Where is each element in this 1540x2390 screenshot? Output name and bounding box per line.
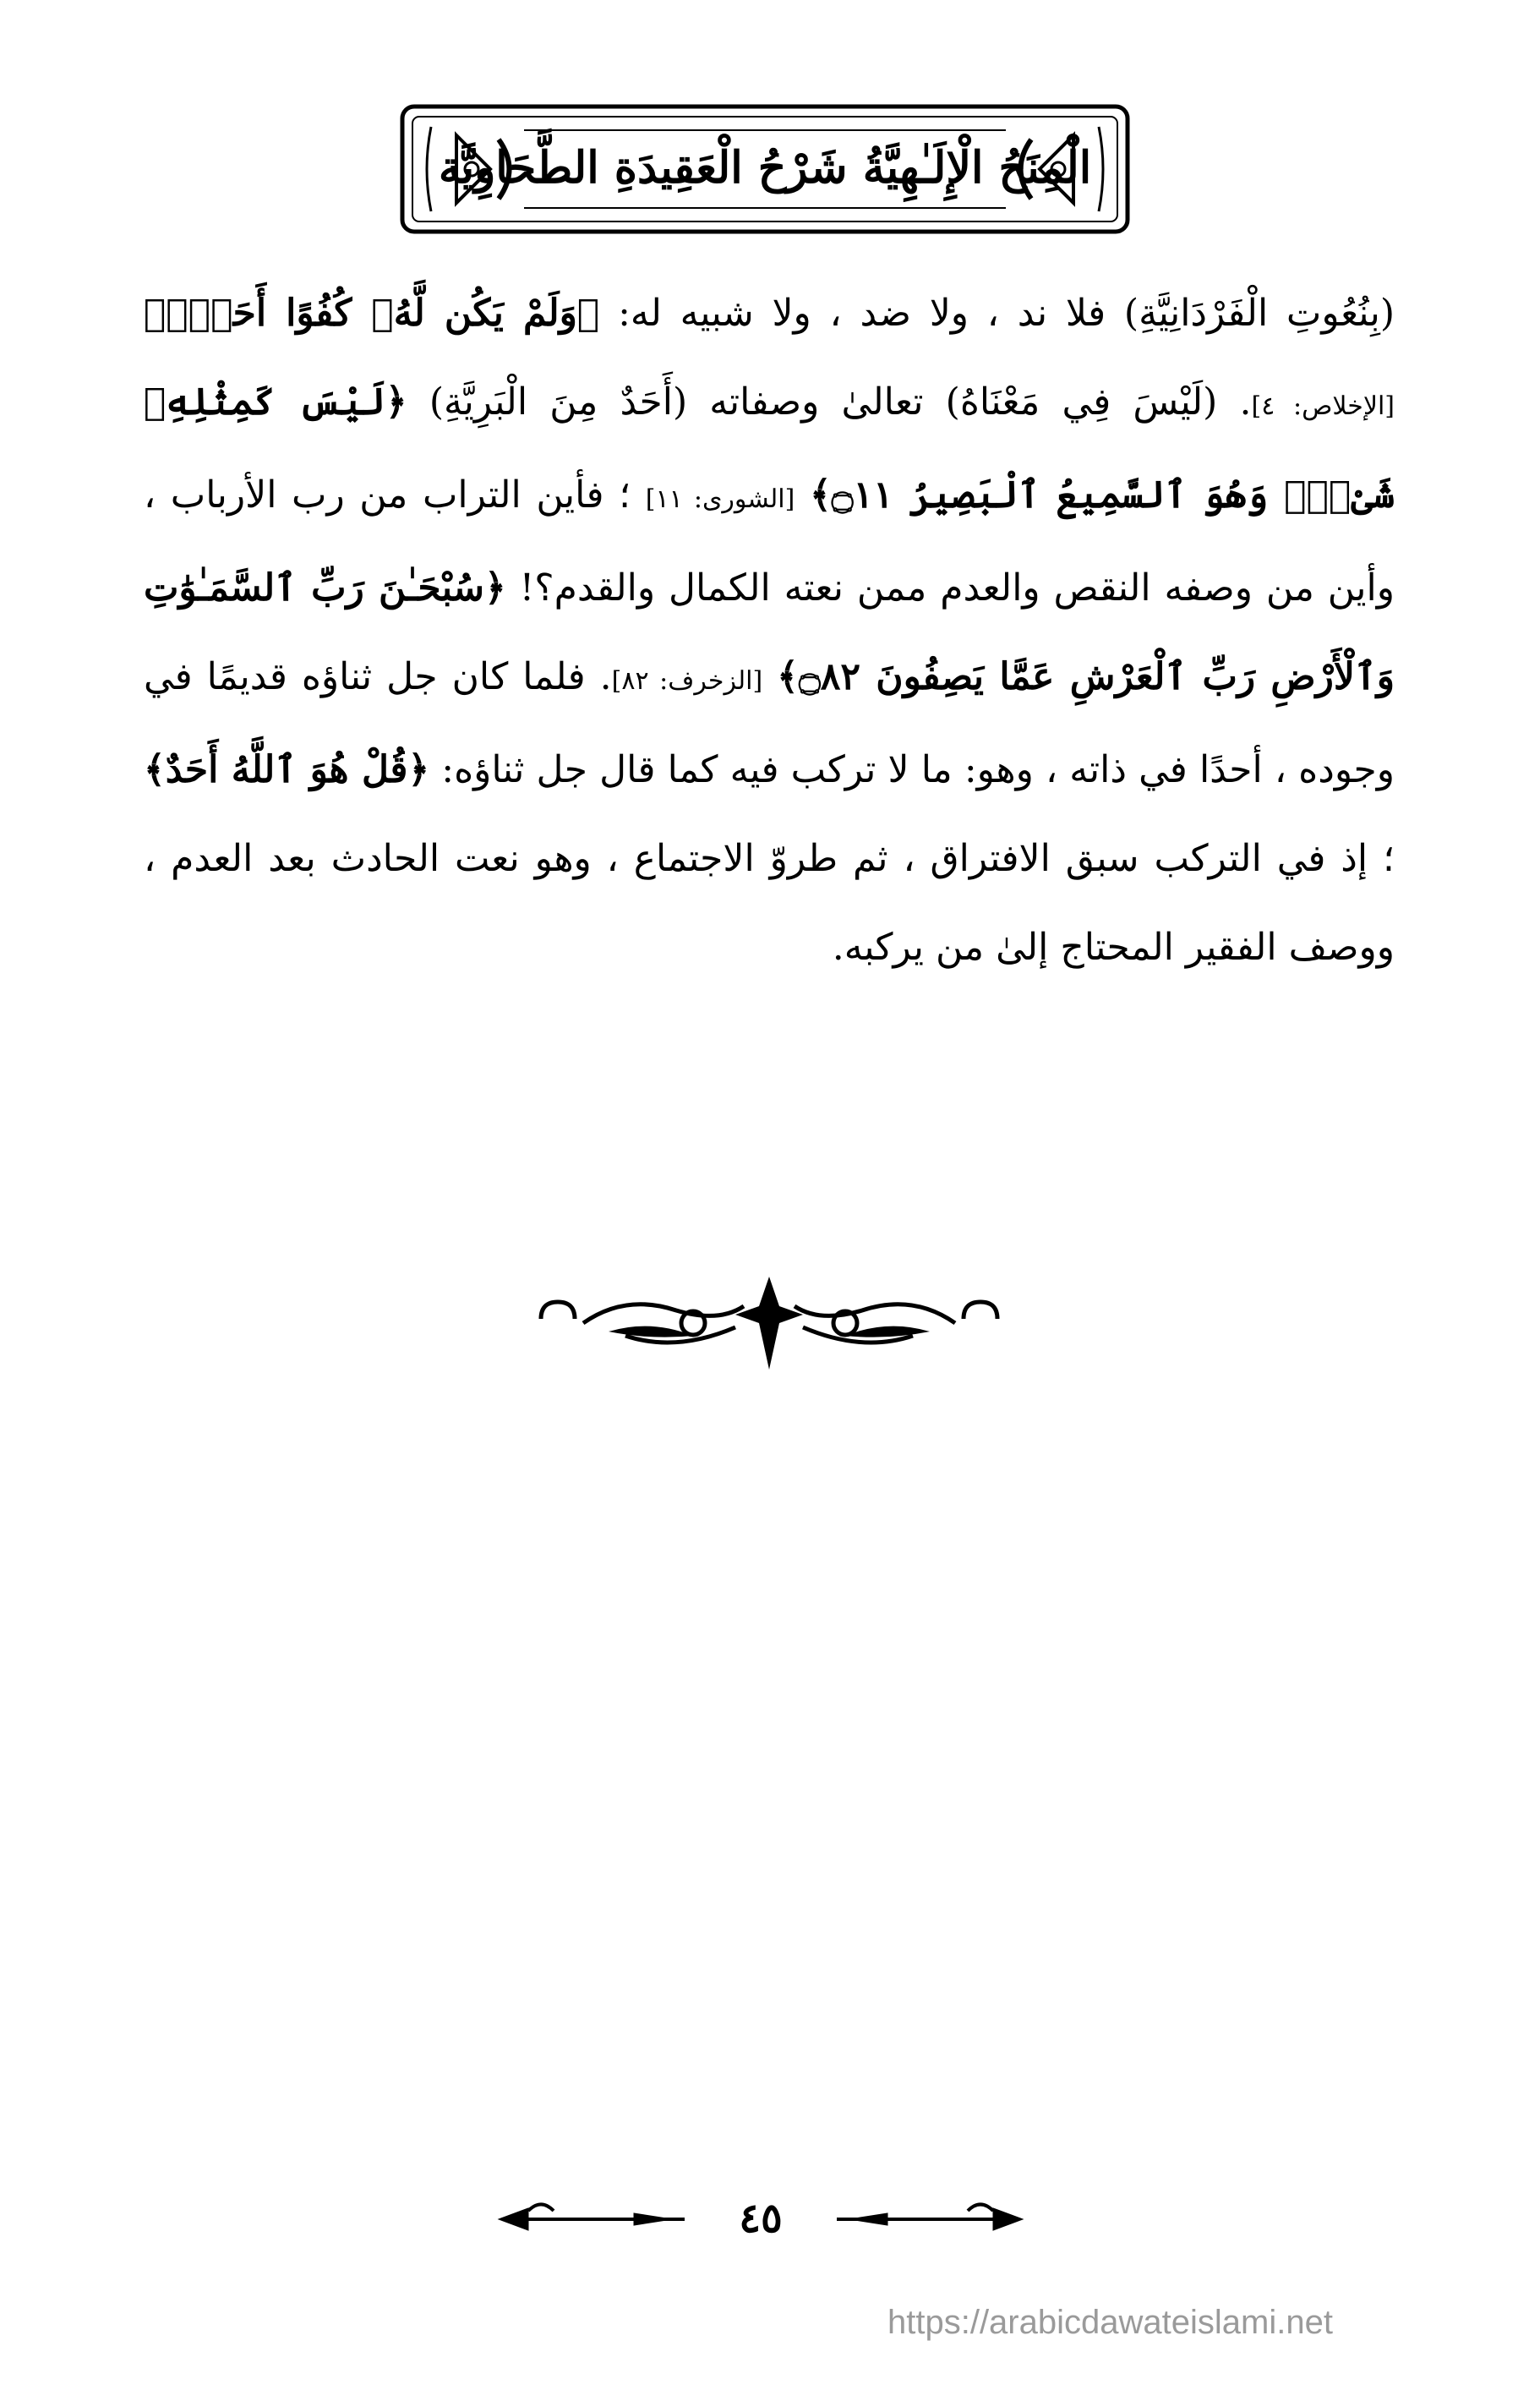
verse-reference: [الإخلاص: ٤] xyxy=(1251,391,1395,421)
verse-reference: [الزخرف: ٨٢] xyxy=(611,666,763,696)
page-number: ٤٥ xyxy=(739,2195,783,2242)
header-cartouche xyxy=(397,101,1133,237)
section-divider-ornament xyxy=(524,1260,1014,1378)
commentary-paragraph xyxy=(144,269,1395,992)
text-segment: ؛ فأين التراب من رب الأرباب ، وأين من وصفه النقص والعدم ممن نعته الكمال والقدم؟! xyxy=(144,473,1395,610)
page-header-title: الْمِنَحُ الْإِلَـٰهِيَّةُ شَرْحُ الْعَقِيدَةِ الطَّحَاوِيَّة xyxy=(438,141,1092,194)
text-segment: . (لَيْسَ فِي مَعْنَاهُ) تعالىٰ وصفاته (أَحَدٌ مِنَ الْبَرِيَّةِ) xyxy=(407,380,1252,424)
text-segment xyxy=(795,473,810,517)
watermark-url: https://arabicdawateislami.net xyxy=(887,2304,1333,2341)
text-segment: ؛ إذ في التركب سبق الافتراق ، ثم طروّ الاجتماع ، وهو نعت الحادث بعد العدم ، ووصف الفقير المحتاج إلىٰ من يركبه. xyxy=(144,837,1395,969)
quran-verse: ﴿سُبْحَـٰنَ رَبِّ ٱلسَّمَـٰوَٰتِ وَٱلْأَرْضِ رَبِّ ٱلْعَرْشِ عَمَّا يَصِفُونَ ۝٨٢﴾ xyxy=(144,566,1395,698)
commentary-text xyxy=(144,269,1395,992)
text-segment: . فلما كان جل ثناؤه قديمًا في وجوده ، أحدًا في ذاته ، وهو: ما لا تركب فيه كما قال جل ثناؤه: xyxy=(144,655,1395,791)
text-segment: (بِنُعُوتِ الْفَرْدَانِيَّةِ) فلا ند ، ولا ضد ، ولا شبيه له: xyxy=(599,292,1395,335)
quran-verse: ﴿قُلْ هُوَ ٱللَّهُ أَحَدٌ﴾ xyxy=(144,748,430,791)
verse-reference: [الشورى: ١١] xyxy=(645,484,795,514)
quran-verse: ﴿لَيْسَ كَمِثْلِهِۦ شَىْءٌۖ وَهُوَ ٱلسَّمِيعُ ٱلْبَصِيرُ ۝١١﴾ xyxy=(144,380,1395,517)
text-segment xyxy=(762,655,777,698)
page-footer xyxy=(490,2190,1031,2249)
quran-verse: ﴿وَلَمْ يَكُن لَّهُۥ كُفُوًا أَحَدٌۢ﴾ xyxy=(144,292,600,335)
